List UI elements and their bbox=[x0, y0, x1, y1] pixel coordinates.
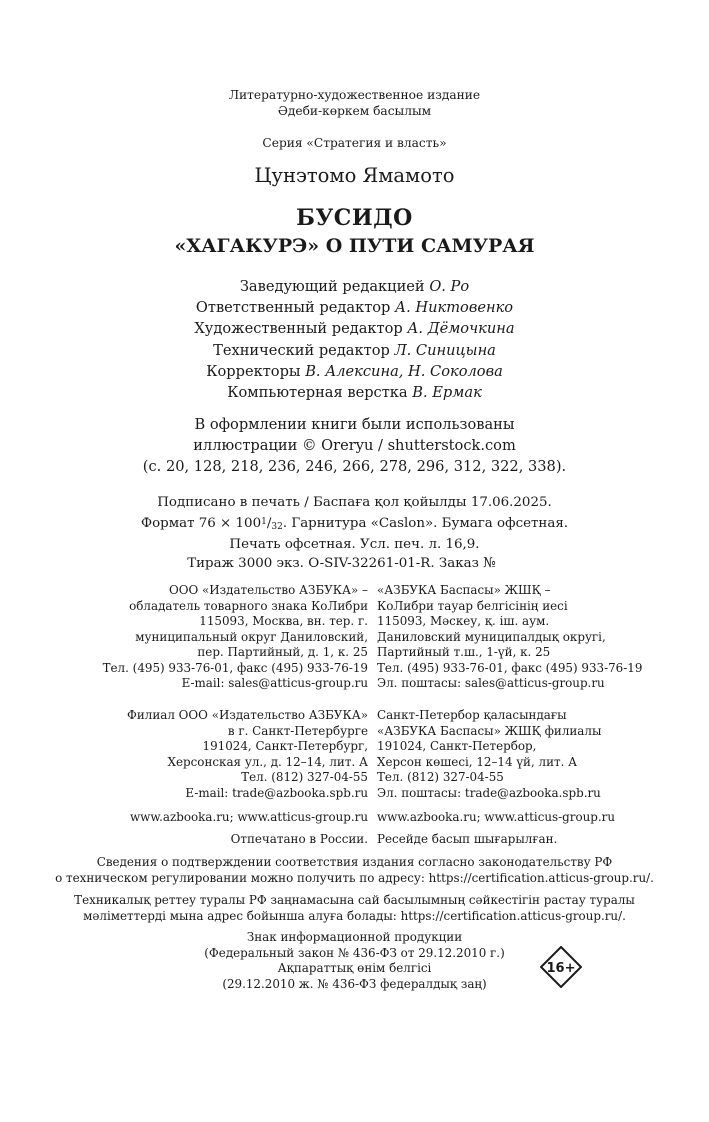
staff-line: Технический редактор Л. Синицына bbox=[213, 341, 496, 359]
staff-line: Заведующий редакцией О. Ро bbox=[239, 278, 470, 295]
branch-line: 191024, Санкт-Петербор, bbox=[377, 739, 537, 753]
branch-line: Тел. (812) 327-04-55 bbox=[241, 770, 368, 784]
publisher-ru bbox=[0, 583, 372, 692]
info-sign-line: Ақпараттық өнім белгісі bbox=[277, 961, 432, 975]
publisher-kz bbox=[372, 583, 709, 692]
publisher-line: обладатель товарного знака КоЛибри bbox=[129, 598, 368, 613]
branch-kz bbox=[372, 708, 709, 801]
branch-line: в г. Санкт-Петербурге bbox=[227, 723, 368, 738]
publisher-line: Тел. (495) 933-76-01, факс (495) 933-76-19 bbox=[377, 660, 643, 675]
book-title: БУСИДО bbox=[296, 205, 413, 231]
age-rating-badge bbox=[540, 946, 582, 988]
publisher-line: КоЛибри тауар белгісінің иесі bbox=[377, 598, 568, 613]
branch-email: Эл. поштасы: trade@azbooka.spb.ru bbox=[377, 785, 601, 800]
certification-line: о техническом регулировании можно получить по адресу: https://certification.atticus-group.ru/. bbox=[55, 870, 654, 885]
certification-line: Техникалық реттеу туралы РФ заңнамасына сай басылымның сәйкестігін растау туралы bbox=[74, 893, 635, 907]
info-sign-line: Знак информационной продукции bbox=[246, 930, 463, 944]
info-sign bbox=[0, 930, 709, 992]
printed-row bbox=[0, 832, 709, 848]
staff-line: Ответственный редактор А. Никтовенко bbox=[195, 299, 514, 317]
branch-line: Херсонская ул., д. 12–14, лит. А bbox=[167, 754, 368, 769]
certification-line: мәліметтерді мына адрес бойынша алуға болады: https://certification.atticus-group.ru/. bbox=[83, 908, 626, 923]
info-sign-line: (Федеральный закон № 436-ФЗ от 29.12.2010 г.) bbox=[204, 945, 505, 960]
age-rating-icon bbox=[540, 946, 582, 988]
author-name: Цунэтомо Ямамото bbox=[254, 164, 455, 187]
branch-line: 191024, Санкт-Петербург, bbox=[202, 739, 368, 753]
certification-line: Сведения о подтверждении соответствия издания согласно законодательству РФ bbox=[96, 855, 613, 869]
certification-kz bbox=[0, 893, 709, 924]
publisher-line: Даниловский муниципалдық округі, bbox=[377, 629, 606, 644]
publisher-email: E-mail: sales@atticus-group.ru bbox=[181, 676, 368, 690]
edition-type-kz: Әдеби-көркем басылым bbox=[277, 104, 432, 118]
websites-row bbox=[0, 810, 709, 826]
staff-line: Компьютерная верстка В. Ермак bbox=[227, 384, 482, 402]
websites-ru: www.azbooka.ru; www.atticus-group.ru bbox=[129, 810, 368, 824]
publisher-line: пер. Партийный, д. 1, к. 25 bbox=[197, 645, 368, 659]
publisher-email: Эл. поштасы: sales@atticus-group.ru bbox=[377, 676, 605, 690]
branch-line: «АЗБУКА Баспасы» ЖШҚ филиалы bbox=[377, 723, 602, 738]
publisher-line: Тел. (495) 933-76-01, факс (495) 933-76-19 bbox=[102, 660, 368, 675]
edition-type-ru: Литературно-художественное издание bbox=[228, 88, 481, 102]
print-type: Печать офсетная. Усл. печ. л. 16,9. bbox=[229, 537, 480, 552]
publisher-line: 115093, Мәскеу, қ. іш. аум. bbox=[377, 614, 550, 628]
publisher-line: ООО «Издательство АЗБУКА» – bbox=[168, 583, 368, 597]
websites-kz: www.azbooka.ru; www.atticus-group.ru bbox=[377, 810, 616, 824]
staff-line: Корректоры В. Алексина, Н. Соколова bbox=[206, 362, 503, 380]
illustration-credits bbox=[0, 414, 709, 478]
book-subtitle: «ХАГАКУРЭ» О ПУТИ САМУРАЯ bbox=[174, 235, 535, 257]
publisher-block bbox=[0, 583, 709, 692]
printed-kz: Ресейде басып шығарылған. bbox=[377, 832, 558, 846]
branch-block bbox=[0, 708, 709, 801]
info-sign-line: (29.12.2010 ж. № 436-ФЗ федералдық заң) bbox=[222, 976, 487, 991]
certification-ru bbox=[0, 855, 709, 886]
run-line: Тираж 3000 экз. O-SIV-32261-01-R. Заказ № bbox=[187, 555, 496, 571]
publisher-line: «АЗБУКА Баспасы» ЖШҚ – bbox=[377, 583, 551, 597]
illustration-line: иллюстрации © Oreryu / shutterstock.com bbox=[193, 437, 516, 455]
branch-line: Филиал ООО «Издательство АЗБУКА» bbox=[126, 708, 368, 722]
illustration-line: (с. 20, 128, 218, 236, 246, 266, 278, 296, 312, 322, 338). bbox=[142, 458, 567, 476]
publisher-line: муниципальный округ Даниловский, bbox=[135, 629, 368, 644]
print-info bbox=[0, 494, 709, 573]
age-rating-text: 16+ bbox=[546, 961, 576, 976]
branch-line: Тел. (812) 327-04-55 bbox=[377, 770, 504, 784]
branch-line: Санкт-Петербор қаласындағы bbox=[377, 708, 567, 722]
staff-list bbox=[0, 276, 709, 403]
format-line: Формат $76 \times 100^1/32$. Гарнитура «Caslon». Бумага офсетная. bbox=[140, 515, 569, 532]
signed-date: Подписано в печать / Баспаға қол қойылды 17.06.2025. bbox=[157, 495, 552, 510]
branch-ru bbox=[0, 708, 372, 801]
branch-line: Херсон көшесі, 12–14 үй, лит. А bbox=[377, 754, 578, 769]
series-label: Серия «Стратегия и власть» bbox=[262, 136, 447, 150]
publisher-line: Партийный т.ш., 1-үй, к. 25 bbox=[377, 645, 551, 659]
staff-line: Художественный редактор А. Дёмочкина bbox=[194, 320, 515, 338]
printed-ru: Отпечатано в России. bbox=[230, 832, 368, 846]
illustration-line: В оформлении книги были использованы bbox=[194, 416, 515, 433]
publisher-line: 115093, Москва, вн. тер. г. bbox=[199, 614, 368, 628]
branch-email: E-mail: trade@azbooka.spb.ru bbox=[185, 785, 368, 800]
